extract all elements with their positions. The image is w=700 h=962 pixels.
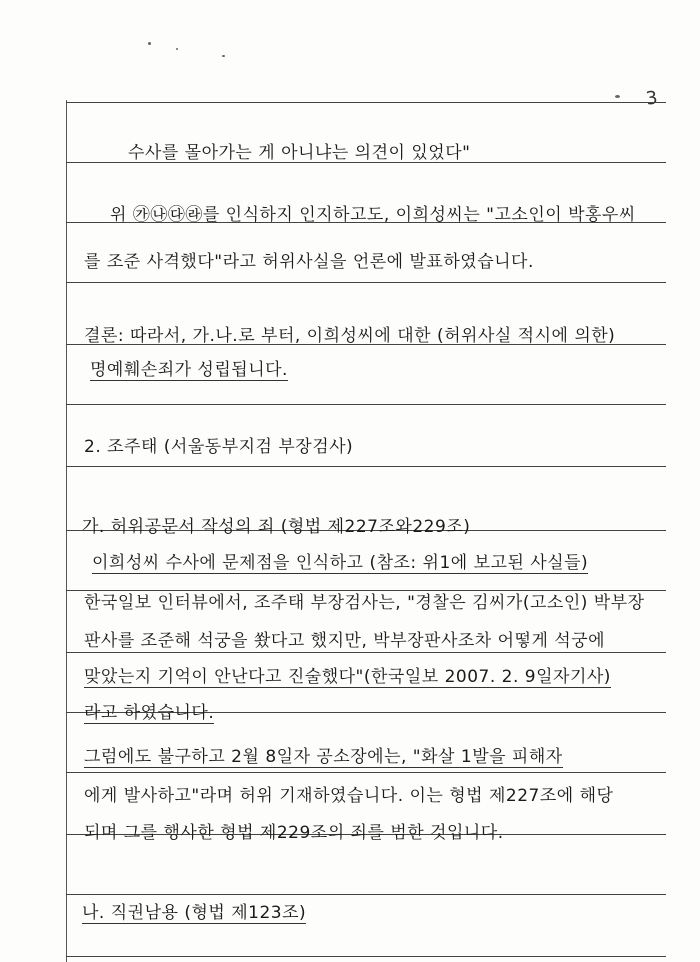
text-line-10: 라고 하였습니다. [84, 698, 214, 724]
text-line-4: 결론: 따라서, 가.나.로 부터, 이희성씨에 대한 (허위사실 적시에 의한) [84, 326, 616, 346]
subsection-heading-ga: 가. 허위공문서 작성의 죄 (형법 제227조와229조) [82, 517, 471, 537]
paper-speck [176, 48, 178, 50]
page-number: 3 [644, 87, 659, 110]
text-line-2: 위 ㉮㉯㉰㉱를 인식하지 인지하고도, 이희성씨는 "고소인이 박홍우씨 [110, 205, 636, 225]
subsection-heading-na: 나. 직권남용 (형법 제123조) [82, 898, 306, 924]
ruled-line [66, 652, 666, 653]
text-line-9: 맞았는지 기억이 안난다고 진술했다"(한국일보 2007. 2. 9일자기사) [84, 662, 611, 688]
text-line-3: 를 조준 사격했다"라고 허위사실을 언론에 발표하였습니다. [84, 252, 534, 272]
ruled-line [66, 466, 666, 467]
paper-speck [148, 42, 151, 45]
text-line-6: 이희성씨 수사에 문제점을 인식하고 (참조: 위1에 보고된 사실들) [92, 548, 588, 574]
section-heading-2: 2. 조주태 (서울동부지검 부장검사) [84, 437, 354, 457]
ruled-line [66, 404, 666, 405]
ruled-line [66, 102, 666, 103]
text-line-5: 명예훼손죄가 성립됩니다. [90, 355, 288, 381]
paper-speck [615, 95, 620, 98]
ruled-line [66, 894, 666, 895]
ruled-line [66, 956, 666, 957]
ruled-line [66, 282, 666, 283]
ruled-line [66, 772, 666, 773]
text-line-13: 되며 그를 행사한 형법 제229조의 죄를 범한 것입니다. [84, 823, 504, 843]
text-line-7: 한국일보 인터뷰에서, 조주태 부장검사는, "경찰은 김씨가(고소인) 박부장 [84, 593, 645, 613]
text-line-8: 판사를 조준해 석궁을 쐈다고 했지만, 박부장판사조차 어떻게 석궁에 [84, 631, 606, 651]
text-line-1: 수사를 몰아가는 게 아니냐는 의견이 있었다" [128, 143, 471, 163]
paper-speck [222, 55, 225, 57]
text-line-11: 그럼에도 불구하고 2월 8일자 공소장에는, "화살 1발을 피해자 [84, 742, 563, 768]
text-line-12: 에게 발사하고"라며 허위 기재하였습니다. 이는 형법 제227조에 해당 [84, 786, 614, 806]
